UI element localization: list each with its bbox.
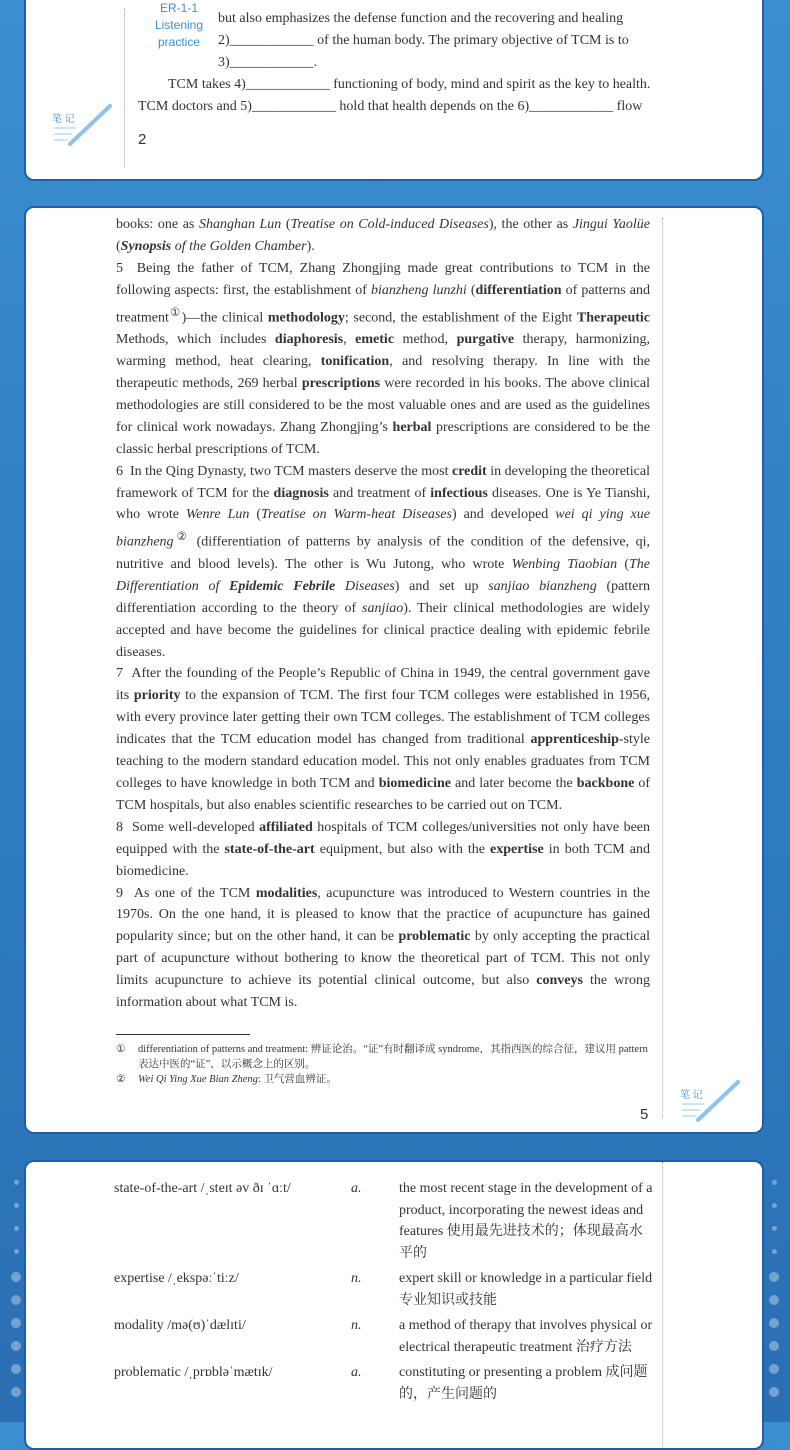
page-number: 2 [138,131,147,148]
definition: a method of therapy that involves physical or electrical therapeutic treatment 治疗方法 [399,1318,653,1355]
footnote: ① differentiation of patterns and treatment: 辨证论治。“证”有时翻译成 syndrome，其指西医的综合征，建议用 pattern 表达中医的“证”，以示概念上的区别。 [116,1044,648,1070]
page-number: 5 [640,1106,649,1123]
paragraph: books: one as Shanghan Lun (Treatise on Cold-induced Diseases), the other as Jingui Yaolüe (Synopsis of the Golden Chamber). [116,217,650,254]
glossary-word: problematic /ˌprɒbləˈmætɪk/ [114,1365,273,1380]
glossary-word: state-of-the-art /ˌsteɪt əv ðɪ ˈɑːt/ [114,1181,291,1196]
part-of-speech: n. [351,1318,362,1333]
margin-divider [124,8,125,168]
footnotes [116,1042,650,1087]
definition: the most recent stage in the development of a product, incorporating the newest ideas and features 使用最先进技术的；体现最高水平的 [399,1181,653,1261]
notes-pen-icon: 笔 记 [46,98,116,150]
paragraph: 8 Some well-developed affiliated hospitals of TCM colleges/universities not only have been equipped with the state-of-the-art equipment, but also with the expertise in both TCM and biomedicine. [116,819,651,879]
glossary-entry [114,1362,654,1405]
glossary-word: expertise /ˌekspəːˈtiːz/ [114,1271,239,1286]
part-of-speech: n. [351,1271,362,1286]
part-of-speech: a. [351,1181,362,1196]
glossary-list [114,1178,654,1409]
definition: constituting or presenting a problem 成问题的，产生问题的 [399,1365,648,1402]
listening-practice-card [24,0,764,181]
glossary-card [24,1160,764,1450]
margin-divider [662,218,663,1118]
listening-line-4: TCM takes 4)____________ functioning of body, mind and spirit as the key to health. [168,77,651,92]
reading-text [116,214,650,1014]
paragraph: 7 After the founding of the People’s Republic of China in 1949, the central government gave its priority to the expansion of TCM. The first four TCM colleges were established in 1956, with every province later getting their own TCM colleges. The establishment of TCM colleges indicates that the TCM education model has changed from traditional apprenticeship-style teaching to the modern standard education model. This not only enables graduates from TCM colleges to have knowledge in both TCM and biomedicine and later become the backbone of TCM hospitals, but also enables scientific researches to be carried out on TCM. [116,666,650,813]
definition: expert skill or knowledge in a particular field 专业知识或技能 [399,1271,653,1308]
glossary-entry [114,1268,654,1311]
reading-page-card [24,206,764,1134]
part-of-speech: a. [351,1365,362,1380]
listening-line-1: but also emphasizes the defense function and the recovering and healing [218,11,624,26]
notes-pen-icon: 笔 记 [674,1074,744,1126]
listening-line-3: 3)____________. [218,55,318,70]
glossary-entry [114,1178,654,1264]
footnote: ② Wei Qi Ying Xue Bian Zheng: 卫气营血辨证。 [116,1074,337,1085]
paragraph: 6 In the Qing Dynasty, two TCM masters deserve the most credit in developing the theoretical framework of TCM for the diagnosis and treatment of infectious diseases. One is Ye Tianshi, who wrote Wenre Lun (Treatise on Warm-heat Diseases) and developed wei qi ying xue bianzheng② (differentiation of patterns by analysis of the condition of the defensive, qi, nutritive and blood levels). The other is Wu Jutong, who wrote Wenbing Tiaobian (The Differentiation of Epidemic Febrile Diseases) and set up sanjiao bianzheng (pattern differentiation according to the theory of sanjiao). Their clinical methodologies are widely accepted and have become the guidelines for clinical practice dealing with epidemic febrile diseases. [116,463,651,660]
margin-divider [662,1162,663,1450]
listening-line-2: 2)____________ of the human body. The primary objective of TCM is to [218,33,629,48]
footnote-rule [116,1034,250,1035]
glossary-word: modality /mə(ʊ)ˈdælɪti/ [114,1318,246,1333]
glossary-entry [114,1315,654,1358]
listening-line-5: TCM doctors and 5)____________ hold that health depends on the 6)____________ flow [138,99,643,114]
listening-practice-label[interactable]: ER-1-1 Listening practice [154,1,204,49]
paragraph: 5 Being the father of TCM, Zhang Zhongjing made great contributions to TCM in the following aspects: first, the establishment of bianzheng lunzhi (differentiation of patterns and treatment①)—the clinical methodology; second, the establishment of the Eight Therapeutic Methods, which includes diaphoresis, emetic method, purgative therapy, harmonizing, warming method, heat clearing, tonification, and resolving therapy. In line with the therapeutic methods, 269 herbal prescriptions were recorded in his books. The above clinical methodologies are still considered to be the most valuable ones and are used as the guidelines for clinical work nowadays. Zhang Zhongjing’s herbal prescriptions are considered to be the classic herbal prescriptions of TCM. [116,260,651,457]
decorative-dots-right [762,1180,786,1422]
paragraph: 9 As one of the TCM modalities, acupuncture was introduced to Western countries in the 1970s. On the one hand, it is pleased to know that the practice of acupuncture has gained popularity since; but on the other hand, it can be problematic by only accepting the practical part of acupuncture without bothering to know the theoretical part of TCM. This not only limits acupuncture to achieve its potential clinical outcome, but also conveys the wrong information about what TCM is. [116,885,650,1011]
